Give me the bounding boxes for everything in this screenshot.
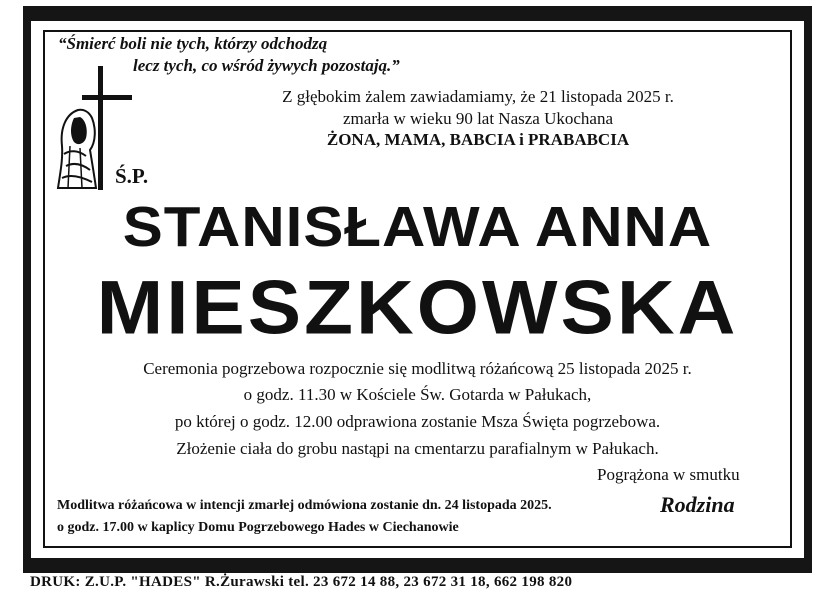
deceased-first-names: STANISŁAWA ANNA: [122, 194, 713, 259]
announcement-line-2: zmarła w wieku 90 lat Nasza Ukochana: [343, 109, 613, 128]
mourning-figure-icon: [58, 110, 96, 188]
ceremony-line-1: Ceremonia pogrzebowa rozpocznie się modlitwą różańcową 25 listopada 2025 r.: [143, 359, 692, 378]
deceased-surname: MIESZKOWSKA: [96, 265, 739, 350]
ceremony-line-2: o godz. 11.30 w Kościele Św. Gotarda w Pałukach,: [243, 385, 592, 404]
ceremony-line-4: Złożenie ciała do grobu nastąpi na cmentarzu parafialnym w Pałukach.: [176, 439, 659, 458]
mourners-label: Pogrążona w smutku: [597, 465, 740, 484]
announcement-line-1: Z głębokim żalem zawiadamiamy, że 21 listopada 2025 r.: [282, 87, 674, 106]
prayer-notice-line-2: o godz. 17.00 w kaplicy Domu Pogrzebowego Hades w Ciechanowie: [57, 520, 459, 535]
sp-prefix: Ś.P.: [115, 164, 149, 188]
mourners-signature: Rodzina: [660, 492, 735, 517]
relations-line: ŻONA, MAMA, BABCIA i PRABABCIA: [326, 130, 630, 149]
quote-line-2: lecz tych, co wśród żywych pozostają.”: [133, 56, 400, 75]
quote-line-1: “Śmierć boli nie tych, którzy odchodzą: [58, 34, 328, 53]
printer-footer: DRUK: Z.U.P. "HADES" R.Żurawski tel. 23 672 14 88, 23 672 31 18, 662 198 820: [30, 574, 573, 590]
ceremony-line-3: po której o godz. 12.00 odprawiona zostanie Msza Święta pogrzebowa.: [174, 412, 661, 431]
prayer-notice-line-1: Modlitwa różańcowa w intencji zmarłej odmówiona zostanie dn. 24 listopada 2025.: [57, 498, 552, 513]
